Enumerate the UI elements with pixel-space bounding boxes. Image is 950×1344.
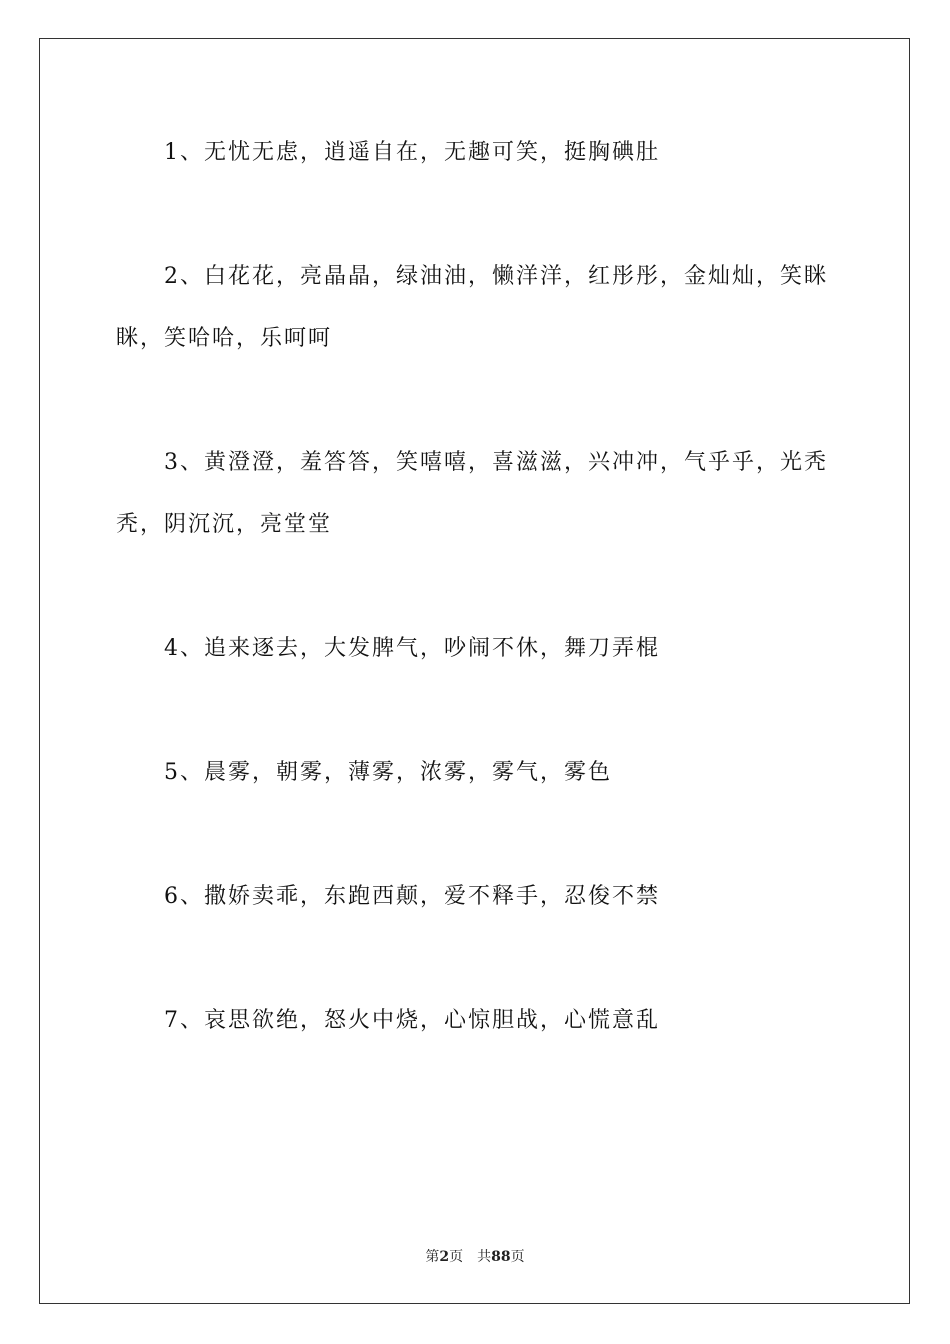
document-body [116,122,838,1114]
page-prefix: 第 [425,1249,440,1265]
paragraph-7: 7、哀思欲绝，怒火中烧，心惊胆战，心慌意乱 [164,1008,660,1033]
page-suffix: 页 [449,1249,464,1265]
paragraph-3: 3、黄澄澄，羞答答，笑嘻嘻，喜滋滋，兴冲冲，气乎乎，光秃秃，阴沉沉，亮堂堂 [116,450,828,537]
paragraph-2: 2、白花花，亮晶晶，绿油油，懒洋洋，红彤彤，金灿灿，笑眯眯，笑哈哈，乐呵呵 [116,264,828,351]
total-prefix: 共 [477,1249,492,1265]
total-suffix: 页 [510,1249,525,1265]
paragraph-5: 5、晨雾，朝雾，薄雾，浓雾，雾气，雾色 [164,760,612,785]
paragraph-4: 4、追来逐去，大发脾气，吵闹不休，舞刀弄棍 [164,636,660,661]
page-footer [0,1246,950,1266]
total-pages: 88 [491,1249,511,1265]
page-number: 2 [439,1249,450,1265]
paragraph-6: 6、撒娇卖乖，东跑西颠，爱不释手，忍俊不禁 [164,884,660,909]
paragraph-1: 1、无忧无虑，逍遥自在，无趣可笑，挺胸碘肚 [164,140,660,165]
